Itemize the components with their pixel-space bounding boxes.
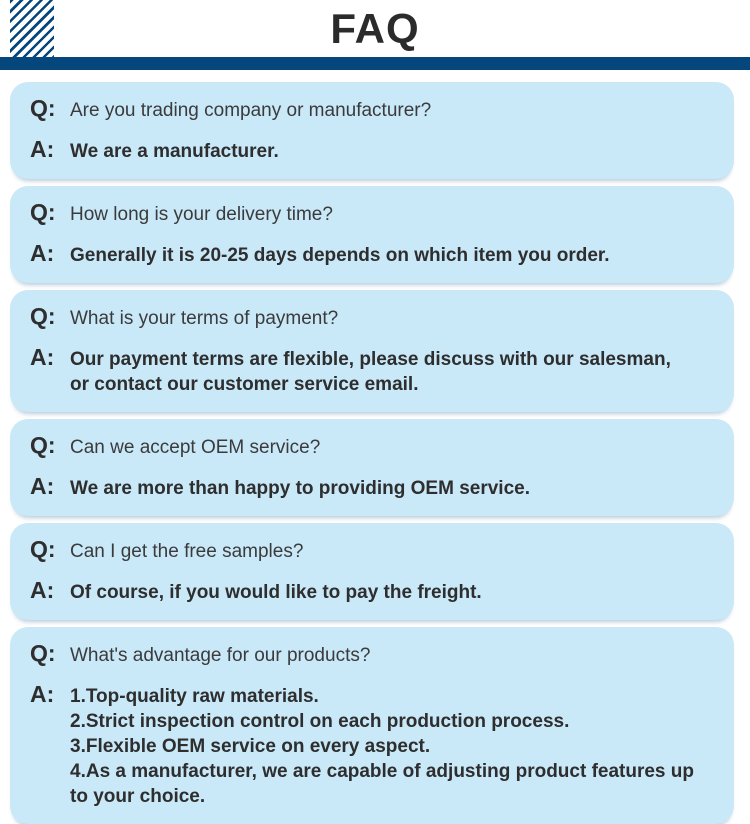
question-label: Q:	[30, 536, 56, 562]
page-header	[0, 0, 750, 70]
question-text: How long is your delivery time?	[70, 204, 333, 225]
faq-card	[10, 523, 734, 620]
answer-text	[70, 684, 714, 809]
answer-row	[30, 577, 714, 605]
answer-text	[70, 476, 714, 501]
answer-line: or contact our customer service email.	[70, 374, 419, 395]
answer-text	[70, 139, 714, 164]
answer-line: 4.As a manufacturer, we are capable of adjusting product features up	[70, 761, 694, 782]
question-label: Q:	[30, 303, 56, 329]
question-row	[30, 303, 714, 331]
faq-card	[10, 186, 734, 283]
answer-line: We are more than happy to providing OEM service.	[70, 478, 530, 499]
answer-row	[30, 344, 714, 397]
answer-row	[30, 136, 714, 164]
faq-card	[10, 82, 734, 179]
answer-label: A:	[30, 473, 55, 499]
answer-label: A:	[30, 136, 55, 162]
question-row	[30, 199, 714, 227]
faq-list	[0, 70, 750, 824]
faq-card	[10, 419, 734, 516]
answer-line: We are a manufacturer.	[70, 141, 279, 162]
answer-line: Of course, if you would like to pay the freight.	[70, 582, 482, 603]
header-divider-bar	[0, 57, 750, 70]
question-row	[30, 640, 714, 668]
question-row	[30, 432, 714, 460]
answer-label: A:	[30, 577, 55, 603]
question-text: What is your terms of payment?	[70, 308, 339, 329]
question-text: Can I get the free samples?	[70, 541, 304, 562]
question-row	[30, 95, 714, 123]
answer-text	[70, 580, 714, 605]
page-title: FAQ	[330, 5, 420, 52]
answer-text	[70, 243, 714, 268]
question-label: Q:	[30, 432, 56, 458]
answer-line: to your choice.	[70, 786, 206, 807]
answer-row	[30, 240, 714, 268]
question-label: Q:	[30, 95, 56, 121]
faq-card	[10, 627, 734, 824]
answer-text	[70, 347, 714, 397]
question-text: Can we accept OEM service?	[70, 437, 321, 458]
question-text: What's advantage for our products?	[70, 645, 371, 666]
answer-line: Our payment terms are flexible, please discuss with our salesman,	[70, 349, 671, 370]
answer-label: A:	[30, 344, 55, 370]
answer-label: A:	[30, 681, 55, 707]
answer-line: 2.Strict inspection control on each production process.	[70, 711, 570, 732]
faq-card	[10, 290, 734, 412]
question-row	[30, 536, 714, 564]
question-text: Are you trading company or manufacturer?	[70, 100, 432, 121]
answer-line: 3.Flexible OEM service on every aspect.	[70, 736, 431, 757]
answer-row	[30, 681, 714, 809]
answer-line: 1.Top-quality raw materials.	[70, 686, 319, 707]
answer-label: A:	[30, 240, 55, 266]
answer-line: Generally it is 20-25 days depends on which item you order.	[70, 245, 610, 266]
question-label: Q:	[30, 640, 56, 666]
question-label: Q:	[30, 199, 56, 225]
answer-row	[30, 473, 714, 501]
